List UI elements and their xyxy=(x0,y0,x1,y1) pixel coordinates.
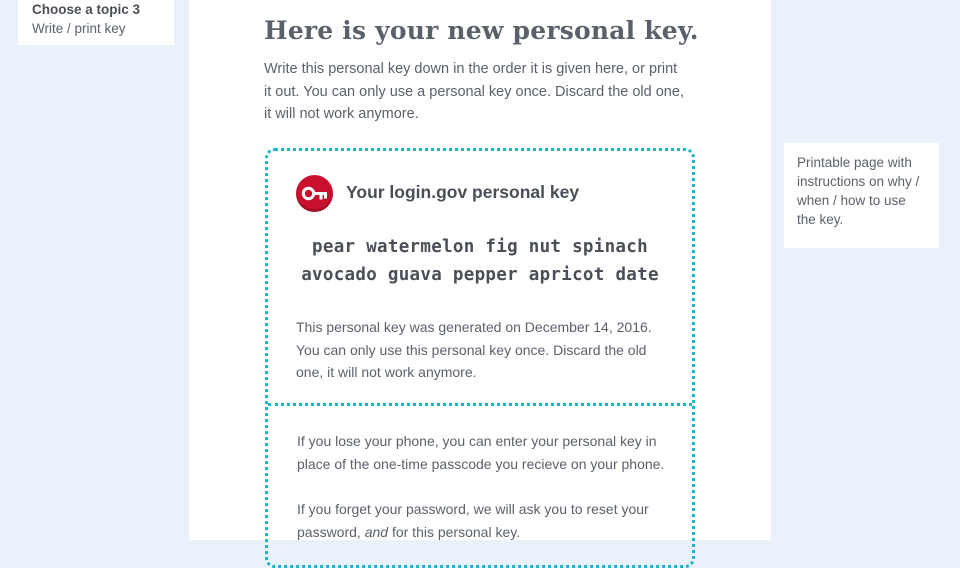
personal-key-words-line-1: pear watermelon fig nut spinach xyxy=(312,237,648,257)
forgot-text-start: If you forget your password, we will ask you to reset your password, xyxy=(297,501,649,540)
key-icon xyxy=(296,175,333,212)
intro-text: Write this personal key down in the order it is given here, or print it out. You can only use a personal key once. Discard the old one, it will not work anymore. xyxy=(264,61,684,122)
forgot-text-end: for this personal key. xyxy=(388,523,521,540)
lost-phone-text: If you lose your phone, you can enter your personal key in place of the one-time passcode you recieve on your phone. xyxy=(297,433,665,472)
personal-key-card xyxy=(265,148,695,568)
key-card-title: Your login.gov personal key xyxy=(346,182,580,202)
personal-key-words-line-2: avocado guava pepper apricot date xyxy=(301,265,659,285)
note-title: Choose a topic 3 xyxy=(32,2,141,17)
personal-key-page xyxy=(189,0,771,540)
note-text: Printable page with instructions on why / when / how to use the key. xyxy=(797,155,920,227)
forgot-text-emphasis: and xyxy=(364,523,389,540)
note-subtitle: Write / print key xyxy=(32,21,126,36)
page-title: Here is your new personal key. xyxy=(264,16,699,45)
forgot-password-text xyxy=(297,498,677,543)
annotation-note-left xyxy=(18,0,174,45)
cut-line-divider xyxy=(268,403,692,406)
generated-date-text: This personal key was generated on December 14, 2016. You can only use this personal key once. Discard the old one, it will not work anymore. xyxy=(296,319,652,380)
annotation-note-right xyxy=(784,143,939,248)
